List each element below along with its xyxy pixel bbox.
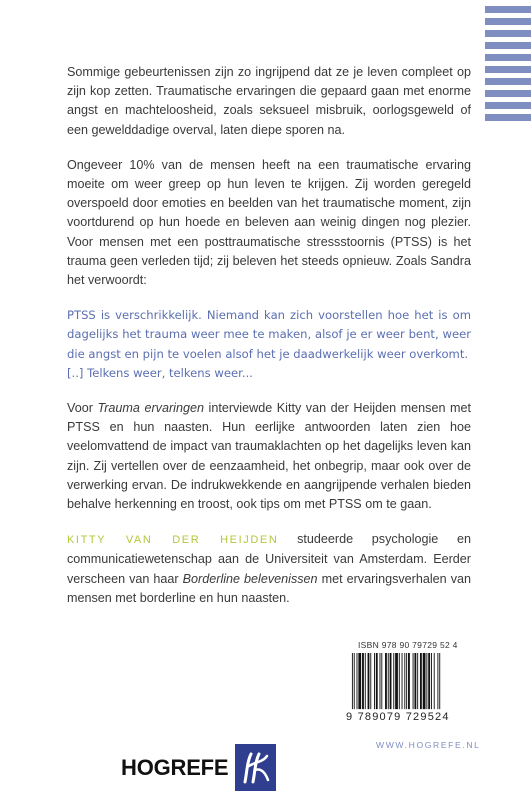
author-bio-text: studeerde psychologie en communicatiewetenschap aan de Universiteit van Amsterdam. Eerder verscheen van haar (67, 532, 472, 586)
publisher-logo-mark (235, 744, 276, 791)
isbn-barcode-block (346, 640, 474, 723)
stripe (485, 102, 531, 109)
stripe (485, 18, 531, 25)
book-description-paragraph (67, 399, 471, 514)
author-name: KITTY VAN DER HEIJDEN (67, 534, 279, 547)
quote-paragraph (67, 306, 471, 383)
stripe (485, 30, 531, 37)
stripe (485, 114, 531, 121)
stripe (485, 54, 531, 61)
stripe (485, 66, 531, 73)
quote-text: PTSS is verschrikkelijk. Niemand kan zich voorstellen hoe het is om dagelijks het trauma weer mee te maken, alsof je er weer bent, weer die angst en pijn te voelen alsof het je daadwerkelijk weer overkomt. (67, 308, 471, 361)
previous-book-title: Borderline belevenissen (182, 571, 318, 586)
intro-paragraph: Sommige gebeurtenissen zijn zo ingrijpend dat ze je leven compleet op zijn kop zetten. Traumatische ervaringen die gepaard gaan met enorme angst en machteloosheid, zoals seksueel misbruik, oorlogsgeweld of een gewelddadige overval, laten diepe sporen na. (67, 65, 471, 137)
book-title: Trauma ervaringen (97, 401, 204, 416)
stripe (485, 42, 531, 49)
stripe (485, 6, 531, 13)
isbn-label: ISBN 978 90 79729 52 4 (358, 640, 458, 650)
barcode (346, 653, 474, 713)
author-bio-paragraph (67, 530, 471, 608)
decorative-stripes (485, 6, 531, 126)
stripe (485, 90, 531, 97)
website-link[interactable]: WWW.HOGREFE.NL (376, 740, 481, 750)
publisher-name: HOGREFE (121, 754, 229, 780)
back-cover-text (67, 63, 471, 608)
publisher-logo (121, 744, 276, 791)
hogrefe-emblem-icon (241, 750, 271, 786)
statistics-paragraph: Ongeveer 10% van de mensen heeft na een traumatische ervaring moeite om weer greep op hun leven te krijgen. Zij worden geregeld overspoeld door emoties en beelden van het traumatische moment, zijn voortdurend op hun hoede en beleven aan weinig dingen nog plezier. Voor mensen met een posttraumatische stressstoornis (PTSS) is het trauma geen verleden tijd; zij beleven het steeds opnieuw. Zoals Sandra het verwoordt: (67, 157, 471, 288)
author-bio-ending: met ervaringsverhalen van mensen met borderline en hun naasten. (67, 571, 471, 605)
description-body: interviewde Kitty van der Heijden mensen met PTSS en hun naasten. Hun eerlijke antwoorden laten zien hoe veelomvattend de impact van traumaklachten op het dagelijks leven kan zijn. Zij vertellen over de eenzaamheid, het onbegrip, maar ook over de verwerking ervan. De indrukwekkende en aangrijpende verhalen bieden behalve herkenning en troost, ook tips om met PTSS om te gaan. (67, 401, 471, 512)
description-prefix: Voor (67, 401, 98, 416)
quote-ending: [..] Telkens weer, telkens weer... (67, 365, 253, 380)
stripe (485, 78, 531, 85)
barcode-digits: 9 789079 729524 (346, 711, 450, 723)
